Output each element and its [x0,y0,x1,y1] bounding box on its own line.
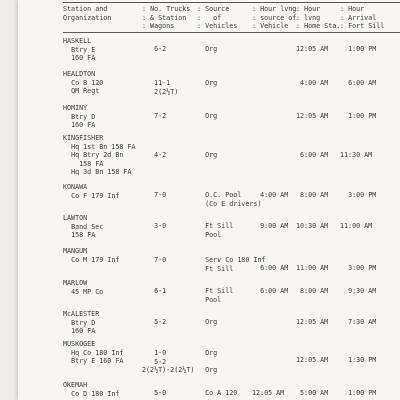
table-row: KINGFISHER Hq 1st Bn 158 FA Hq Btry 2d Bn 158 FA Hq 3d Bn 158 FA [63,134,136,177]
table-row: MANGUM Co M 179 Inf [63,247,120,264]
header-top-rule [63,2,400,3]
header-col-station: Station and Organization [63,5,112,22]
header-col-trucks: : No. Trucks : & Station : Wagons [142,5,191,31]
table-row: KONAWA Co F 179 Inf [63,183,120,200]
header-bottom-rule [63,32,400,33]
header-col-hour-source: : Hour lvng : source of : Vehicle [252,5,297,31]
table-row: LAWTON Band Sec 158 FA [63,214,104,240]
table-row: OKEMAH Co D 180 Inf [63,381,120,398]
vehicle-schedule-table: Station and Organization : No. Trucks : & Station : Wagons : Source : of : Vehicles : Hour lvng : source of : Vehicle : Hour : lvng : Home Sta. : Hour : Arrival : Fort Sill HASKELL Btry E 160 FA 6-2 Org 12:05 AM 1:00 PM HEALDTON Co B 120 QM Regt 11-1 2(2½T) Org 4:00 AM 6:00 AM HOMINY Btry D 160 FA 7-2 Org 12:05 AM 1:00 PM KINGFISHER Hq 1st Bn 158 FA Hq Btry 2d Bn 158 FA Hq 3d Bn 158 FA 4-2 Org 6:00 AM 11:30 AM KONAWA Co F 179 Inf 7-0 O.C. Pool (Co E drivers) 4:00 AM 8:00 AM 3:00 PM LAWTON Band Sec 158 FA 3-0 Ft Sill Pool 9:00 AM 10:30 AM 11:00 AM MANGUM Co M 179 Inf 7-0 Serv Co 180 Inf Ft Sill 6:00 AM 11:00 AM 3:00 PM MARLOW 45 MP Co 6-1 Ft Sill Pool 6:00 AM 8:00 AM 9:30 AM McALESTER Btry D 160 FA 5-2 Org 12:05 AM 7:30 AM MUSKOGEE Hq Co 180 Inf Btry E 160 FA 1-0 5-2 2(2½T)-2(2½T) Org Org 12:05 AM 1:30 PM OKEMAH Co D 180 Inf 5-0 Co A 120 12:05 AM 5:00 AM 1:00 PM [63,0,400,400]
table-row: McALESTER Btry D 160 FA [63,310,100,336]
table-row: HASKELL Btry E 160 FA [63,37,96,63]
header-col-arrival: : Hour : Arrival : Fort Sill [340,5,385,31]
table-row: HOMINY Btry D 160 FA [63,104,96,130]
table-row: HEALDTON Co B 120 QM Regt [63,70,104,96]
table-row: MARLOW 45 MP Co [63,279,104,296]
header-col-hour-home: : Hour : lvng : Home Sta. [296,5,341,31]
header-col-source: : Source : of : Vehicles [197,5,238,31]
document-page [18,0,400,400]
table-row: MUSKOGEE Hq Co 180 Inf Btry E 160 FA [63,340,124,366]
